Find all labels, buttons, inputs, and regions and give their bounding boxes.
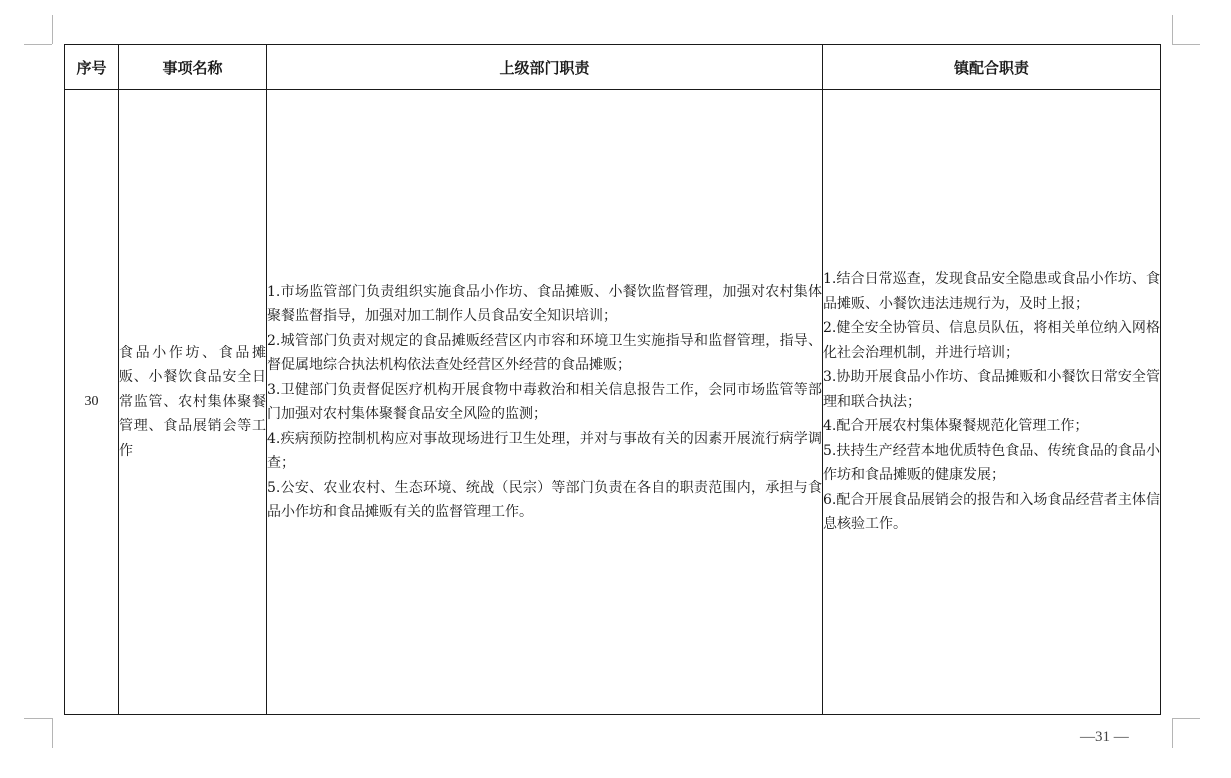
- superior-duty-item: 5.公安、农业农村、生态环境、统战（民宗）等部门负责在各自的职责范围内，承担与食品小作坊和食品摊贩有关的监督管理工作。: [267, 479, 822, 520]
- town-duty-item: 6.配合开展食品展销会的报告和入场食品经营者主体信息核验工作。: [823, 491, 1160, 533]
- crop-mark: [24, 44, 52, 45]
- serial-number: 30: [65, 90, 119, 715]
- town-duty-item: 4.配合开展农村集体聚餐规范化管理工作；: [823, 418, 1089, 435]
- header-town-duties: 镇配合职责: [823, 45, 1161, 90]
- superior-duty-item: 3.卫健部门负责督促医疗机构开展食物中毒救治和相关信息报告工作，会同市场监管等部门加强对农村集体聚餐食品安全风险的监测；: [267, 381, 822, 422]
- crop-mark: [1172, 15, 1173, 44]
- crop-mark: [52, 15, 53, 44]
- header-superior-duties: 上级部门职责: [267, 45, 823, 90]
- crop-mark: [52, 718, 53, 748]
- superior-duties-cell: [267, 90, 823, 715]
- crop-mark: [1172, 718, 1200, 719]
- town-duty-item: 2.健全安全协管员、信息员队伍，将相关单位纳入网格化社会治理机制，并进行培训；: [823, 320, 1160, 361]
- item-name: 食品小作坊、食品摊贩、小餐饮食品安全日常监管、农村集体聚餐管理、食品展销会等工作: [119, 90, 267, 715]
- table-header-row: [65, 45, 1161, 90]
- crop-mark: [1172, 718, 1173, 748]
- town-duty-item: 5.扶持生产经营本地优质特色食品、传统食品的食品小作坊和食品摊贩的健康发展；: [823, 442, 1160, 484]
- town-duty-item: 3.协助开展食品小作坊、食品摊贩和小餐饮日常安全管理和联合执法；: [823, 369, 1160, 410]
- header-serial-number: 序号: [65, 45, 119, 90]
- town-duties-cell: [823, 90, 1161, 715]
- crop-mark: [1172, 44, 1200, 45]
- crop-mark: [24, 718, 52, 719]
- page-number: —31 —: [1080, 729, 1129, 745]
- superior-duty-item: 4.疾病预防控制机构应对事故现场进行卫生处理，并对与事故有关的因素开展流行病学调查；: [267, 430, 822, 471]
- table-row: [65, 90, 1161, 715]
- superior-duty-item: 2.城管部门负责对规定的食品摊贩经营区内市容和环境卫生实施指导和监督管理，指导、督促属地综合执法机构依法查处经营区外经营的食品摊贩；: [267, 332, 822, 373]
- town-duty-item: 1.结合日常巡查，发现食品安全隐患或食品小作坊、食品摊贩、小餐饮违法违规行为，及时上报；: [823, 271, 1160, 312]
- superior-duty-item: 1.市场监管部门负责组织实施食品小作坊、食品摊贩、小餐饮监督管理，加强对农村集体聚餐监督指导，加强对加工制作人员食品安全知识培训；: [267, 283, 822, 324]
- header-item-name: 事项名称: [119, 45, 267, 90]
- duties-table: [64, 44, 1161, 715]
